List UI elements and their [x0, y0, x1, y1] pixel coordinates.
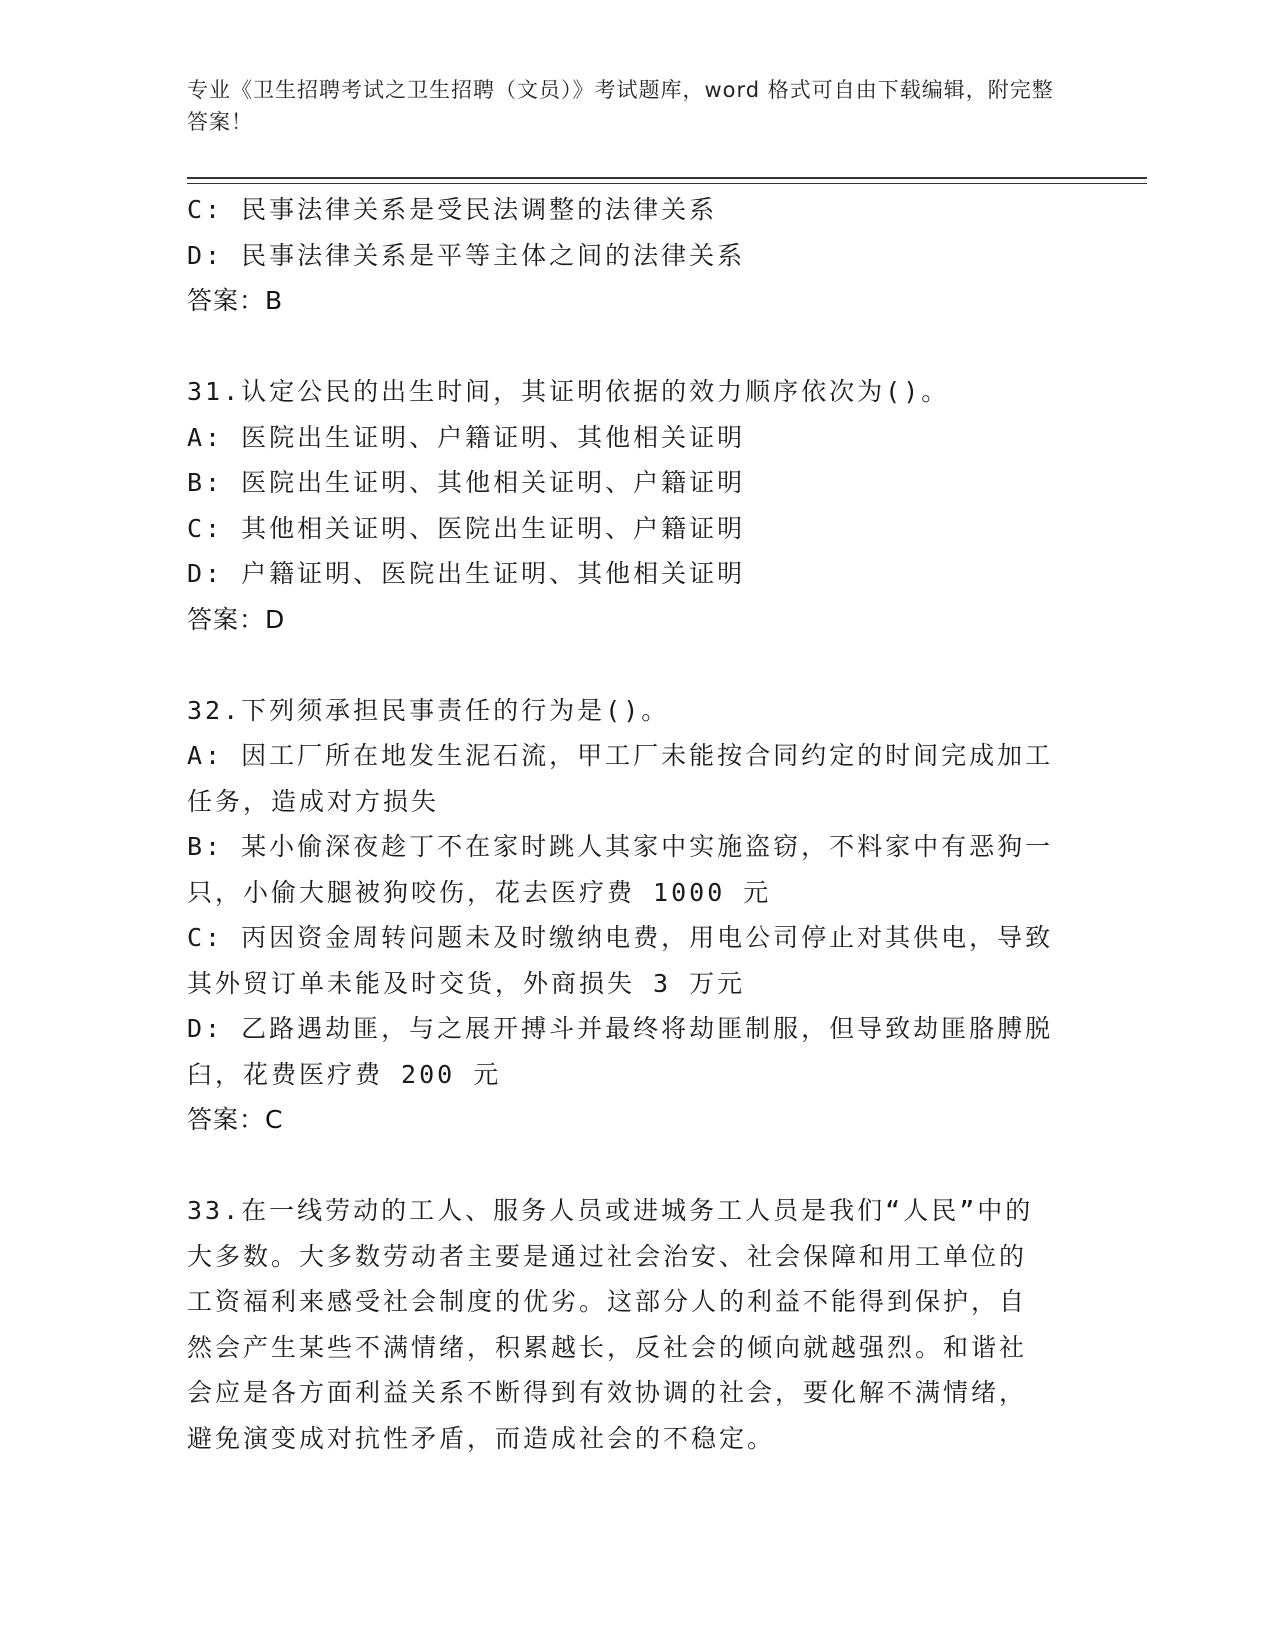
- option-c-line-1: C: 丙因资金周转问题未及时缴纳电费，用电公司停止对其供电，导致: [187, 923, 1054, 952]
- answer-label: 答案：C: [187, 1105, 284, 1134]
- spacer: [187, 1143, 1067, 1189]
- question-content: [187, 187, 1067, 1461]
- spacer: [187, 642, 1067, 688]
- answer-label: 答案：B: [187, 286, 284, 315]
- option-c-line-2: 其外贸订单未能及时交货，外商损失 3 万元: [187, 968, 746, 998]
- option-d-line-2: 臼，花费医疗费 200 元: [187, 1059, 502, 1089]
- option-c: C: 民事法律关系是受民法调整的法律关系: [187, 195, 718, 224]
- option-a: A: 医院出生证明、户籍证明、其他相关证明: [187, 422, 746, 452]
- answer-label: 答案：D: [187, 604, 286, 634]
- question-30-tail: [187, 187, 1067, 324]
- question-text: 31.认定公民的出生时间，其证明依据的效力顺序依次为()。: [187, 377, 950, 406]
- option-d-line-1: D: 乙路遇劫匪，与之展开搏斗并最终将劫匪制服，但导致劫匪胳膊脱: [187, 1014, 1054, 1043]
- question-text: 32.下列须承担民事责任的行为是()。: [187, 695, 670, 725]
- question-33: [187, 1188, 1067, 1461]
- option-b-line-1: B: 某小偷深夜趁丁不在家时跳人其家中实施盗窃，不料家中有恶狗一: [187, 832, 1054, 861]
- question-text-line-2: 大多数。大多数劳动者主要是通过社会治安、社会保障和用工单位的: [187, 1241, 1028, 1271]
- header-divider-thin: [187, 183, 1147, 184]
- header-divider-thick: [187, 177, 1147, 179]
- option-d: D: 户籍证明、医院出生证明、其他相关证明: [187, 559, 746, 588]
- option-c: C: 其他相关证明、医院出生证明、户籍证明: [187, 513, 746, 543]
- option-a-line-1: A: 因工厂所在地发生泥石流，甲工厂未能按合同约定的时间完成加工: [187, 741, 1054, 770]
- question-text-line-3: 工资福利来感受社会制度的优劣。这部分人的利益不能得到保护，自: [187, 1287, 1028, 1316]
- option-a-line-2: 任务，造成对方损失: [187, 786, 440, 816]
- option-b: B: 医院出生证明、其他相关证明、户籍证明: [187, 468, 746, 497]
- question-text-line-1: 33.在一线劳动的工人、服务人员或进城务工人员是我们“人民”中的: [187, 1196, 1034, 1225]
- option-b-line-2: 只，小偷大腿被狗咬伤，花去医疗费 1000 元: [187, 877, 772, 907]
- question-31: [187, 369, 1067, 642]
- question-text-line-6: 避免演变成对抗性矛盾，而造成社会的不稳定。: [187, 1423, 776, 1453]
- question-text-line-4: 然会产生某些不满情绪，积累越长，反社会的倾向就越强烈。和谐社: [187, 1332, 1028, 1362]
- spacer: [187, 324, 1067, 370]
- page-header: 专业《卫生招聘考试之卫生招聘（文员）》考试题库，word 格式可自由下载编辑，附完整答案！: [187, 78, 1054, 134]
- question-text-line-5: 会应是各方面利益关系不断得到有效协调的社会，要化解不满情绪，: [187, 1378, 1028, 1407]
- question-32: [187, 688, 1067, 1143]
- option-d: D: 民事法律关系是平等主体之间的法律关系: [187, 240, 746, 270]
